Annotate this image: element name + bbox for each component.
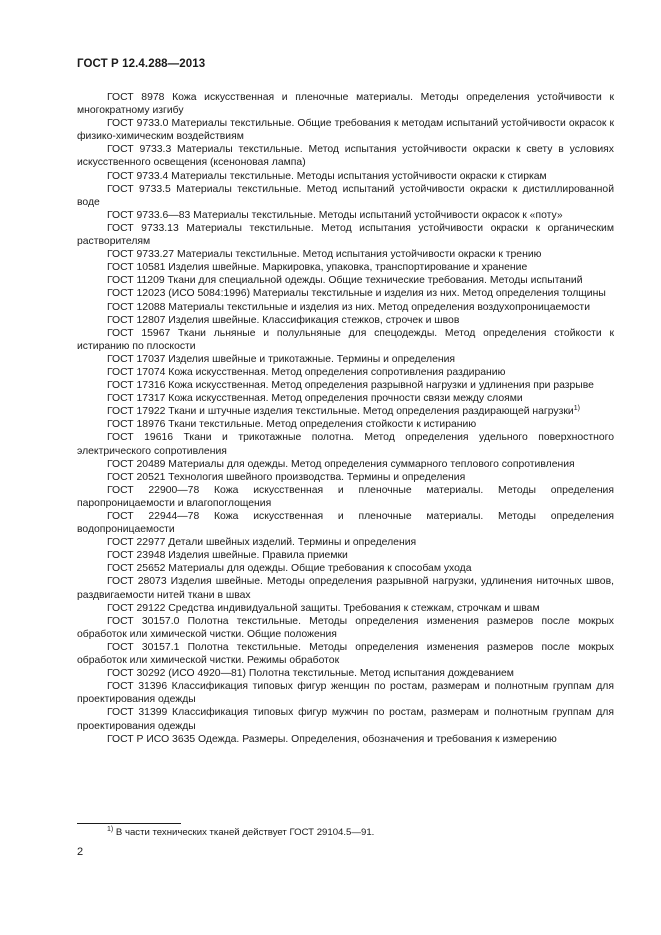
reference-item: ГОСТ 30292 (ИСО 4920—81) Полотна текстильные. Метод испытания дождеванием	[107, 668, 514, 680]
footnote	[107, 827, 374, 839]
reference-item: ГОСТ 9733.13 Материалы текстильные. Метод испытания устойчивости окраски к органическим растворителям	[77, 222, 614, 248]
reference-item: ГОСТ 8978 Кожа искусственная и пленочные материалы. Методы определения устойчивости к многократному изгибу	[77, 92, 614, 117]
reference-item: ГОСТ Р ИСО 3635 Одежда. Размеры. Определения, обозначения и требования к измерению	[107, 733, 557, 745]
page-number: 2	[77, 846, 84, 858]
reference-item: ГОСТ 30157.0 Полотна текстильные. Методы определения изменения размеров после мокрых обработок или химической чистки. Общие положения	[77, 615, 614, 640]
reference-item: ГОСТ 9733.5 Материалы текстильные. Метод испытаний устойчивости окраски к дистиллированной воде	[77, 183, 614, 208]
reference-item: ГОСТ 12023 (ИСО 5084:1996) Материалы текстильные и изделия из них. Метод определения толщины	[107, 288, 606, 300]
reference-item: ГОСТ 19616 Ткани и трикотажные полотна. Метод определения удельного поверхностного электрического сопротивления	[77, 432, 614, 457]
reference-item: ГОСТ 17317 Кожа искусственная. Метод определения прочности связи между слоями	[107, 393, 523, 405]
reference-item: ГОСТ 17074 Кожа искусственная. Метод определения сопротивления раздиранию	[107, 366, 506, 378]
footnote-marker: 1)	[107, 826, 114, 833]
reference-item-with-footnote	[77, 405, 614, 418]
reference-item: ГОСТ 22977 Детали швейных изделий. Термины и определения	[107, 537, 417, 549]
reference-item: ГОСТ 9733.3 Материалы текстильные. Метод испытания устойчивости окраски к свету в условиях искусственного освещения (ксеноновая лампа)	[77, 144, 614, 169]
reference-item: ГОСТ 29122 Средства индивидуальной защиты. Требования к стежкам, строчкам и швам	[107, 602, 540, 614]
reference-item: ГОСТ 18976 Ткани текстильные. Метод определения стойкости к истиранию	[107, 419, 477, 431]
reference-item: ГОСТ 11209 Ткани для специальной одежды. Общие технические требования. Методы испытаний	[107, 275, 583, 287]
reference-item: ГОСТ 23948 Изделия швейные. Правила приемки	[107, 550, 348, 562]
footnote-divider	[77, 823, 181, 824]
footnote-text: В части технических тканей действует ГОСТ 29104.5—91.	[113, 827, 375, 838]
reference-item: ГОСТ 10581 Изделия швейные. Маркировка, упаковка, транспортирование и хранение	[107, 262, 528, 274]
normative-references	[77, 91, 614, 746]
reference-item: ГОСТ 15967 Ткани льняные и полульняные для спецодежды. Метод определения стойкости к истиранию по плоскости	[77, 327, 614, 352]
reference-item: ГОСТ 9733.27 Материалы текстильные. Метод испытания устойчивости окраски к трению	[107, 249, 542, 261]
reference-item: ГОСТ 12088 Материалы текстильные и изделия из них. Метод определения воздухопроницаемости	[107, 301, 590, 313]
reference-item: ГОСТ 31399 Классификация типовых фигур мужчин по ростам, размерам и полнотным группам для проектирования одежды	[77, 707, 614, 732]
reference-item: ГОСТ 20489 Материалы для одежды. Метод определения суммарного теплового сопротивления	[107, 458, 575, 470]
reference-text: ГОСТ 17922 Ткани и штучные изделия текстильные. Метод определения раздирающей нагрузки	[107, 406, 574, 418]
reference-item: ГОСТ 31396 Классификация типовых фигур женщин по ростам, размерам и полнотным группам для проектирования одежды	[77, 681, 614, 706]
reference-item: ГОСТ 30157.1 Полотна текстильные. Методы определения изменения размеров после мокрых обработок или химической чистки. Режимы обработок	[77, 641, 614, 667]
reference-item: ГОСТ 22900—78 Кожа искусственная и пленочные материалы. Методы определения паропроницаемости и влагопоглощения	[77, 484, 614, 509]
reference-item: ГОСТ 9733.6—83 Материалы текстильные. Методы испытаний устойчивости окрасок к «поту»	[107, 209, 563, 221]
reference-item: ГОСТ 17037 Изделия швейные и трикотажные. Термины и определения	[107, 353, 456, 365]
reference-item: ГОСТ 17316 Кожа искусственная. Метод определения разрывной нагрузки и удлинения при разрыве	[107, 380, 594, 392]
reference-item: ГОСТ 12807 Изделия швейные. Классификация стежков, строчек и швов	[107, 314, 460, 326]
footnote-marker: 1)	[573, 405, 580, 413]
reference-item: ГОСТ 9733.0 Материалы текстильные. Общие требования к методам испытаний устойчивости окрасок к физико-химическим воздействиям	[77, 118, 614, 143]
document-header: ГОСТ Р 12.4.288—2013	[77, 58, 206, 70]
reference-item: ГОСТ 28073 Изделия швейные. Методы определения разрывной нагрузки, удлинения ниточных швов, раздвигаемости нитей ткани в швах	[77, 576, 614, 601]
reference-item: ГОСТ 25652 Материалы для одежды. Общие требования к способам ухода	[107, 563, 472, 575]
reference-item: ГОСТ 9733.4 Материалы текстильные. Методы испытания устойчивости окраски к стиркам	[107, 170, 547, 182]
reference-item: ГОСТ 20521 Технология швейного производства. Термины и определения	[107, 471, 466, 483]
reference-item: ГОСТ 22944—78 Кожа искусственная и пленочные материалы. Методы определения водопроницаемости	[77, 511, 614, 536]
